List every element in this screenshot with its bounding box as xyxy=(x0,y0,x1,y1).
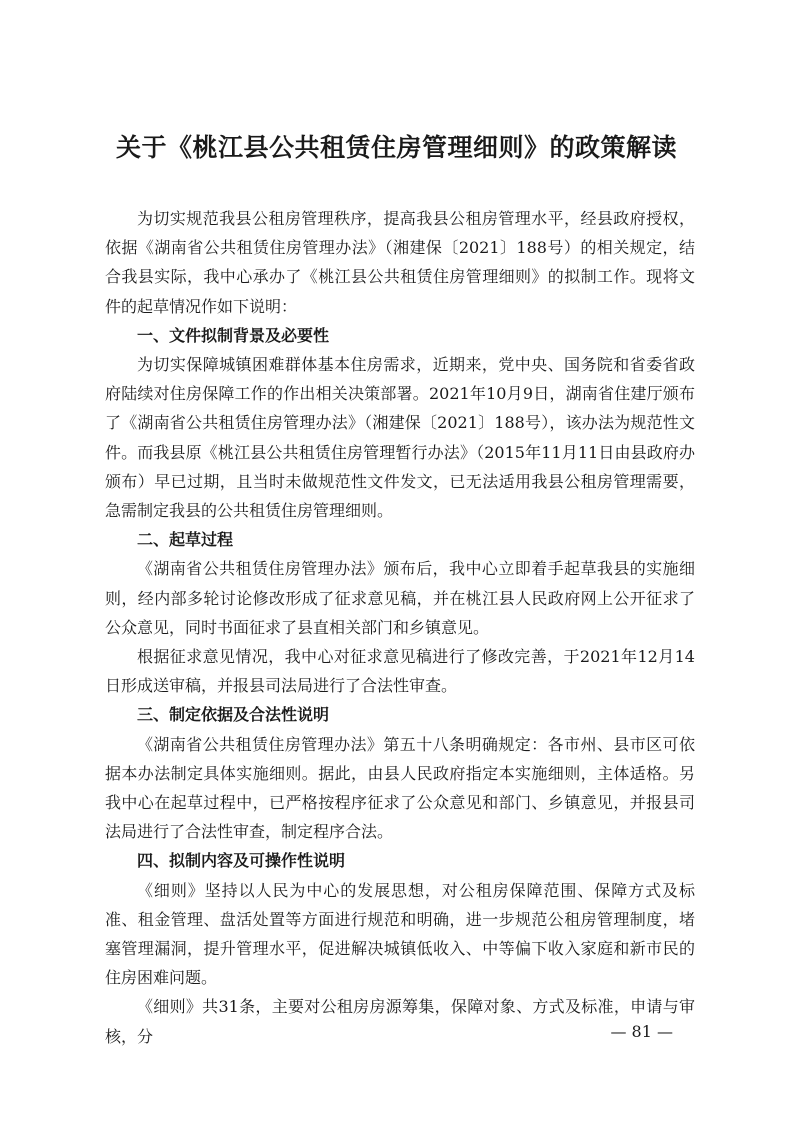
document-body xyxy=(105,204,695,1051)
drafting-paragraph-1: 《湖南省公共租赁住房管理办法》颁布后，我中心立即着手起草我县的实施细则，经内部多轮讨论修改形成了征求意见稿，并在桃江县人民政府网上公开征求了公众意见，同时书面征求了县直相关部门和乡镇意见。 xyxy=(105,559,695,637)
background-paragraph: 为切实保障城镇困难群体基本住房需求，近期来，党中央、国务院和省委省政府陆续对住房保障工作的作出相关决策部署。2021年10月9日，湖南省住建厅颁布了《湖南省公共租赁住房管理办法》（湘建保〔2021〕188号），该办法为规范性文件。而我县原《桃江县公共租赁住房管理暂行办法》（2015年11月11日由县政府办颁布）早已过期，且当时未做规范性文件发文，已无法适用我县公租房管理需要，急需制定我县的公共租赁住房管理细则。 xyxy=(105,355,695,521)
drafting-paragraph-2: 根据征求意见情况，我中心对征求意见稿进行了修改完善，于2021年12月14日形成送审稿，并报县司法局进行了合法性审查。 xyxy=(105,647,695,696)
content-paragraph-1: 《细则》坚持以人民为中心的发展思想，对公租房保障范围、保障方式及标准、租金管理、盘活处置等方面进行规范和明确，进一步规范公租房管理制度，堵塞管理漏洞，提升管理水平，促进解决城镇低收入、中等偏下收入家庭和新市民的住房困难问题。 xyxy=(105,880,695,988)
content-paragraph-2: 《细则》共31条，主要对公租房房源筹集，保障对象、方式及标准，申请与审核，分 xyxy=(105,997,695,1046)
legality-paragraph: 《湖南省公共租赁住房管理办法》第五十八条明确规定：各市州、县市区可依据本办法制定具体实施细则。据此，由县人民政府指定本实施细则，主体适格。另我中心在起草过程中，已严格按程序征求了公众意见和部门、乡镇意见，并报县司法局进行了合法性审查，制定程序合法。 xyxy=(105,734,695,842)
section-heading-3: 三、制定依据及合法性说明 xyxy=(137,705,330,725)
page-number: — 81 — xyxy=(610,1022,673,1041)
intro-paragraph: 为切实规范我县公租房管理秩序，提高我县公租房管理水平，经县政府授权，依据《湖南省公共租赁住房管理办法》（湘建保〔2021〕188号）的相关规定，结合我县实际，我中心承办了《桃江县公共租赁住房管理细则》的拟制工作。现将文件的起草情况作如下说明： xyxy=(105,209,695,316)
document-title: 关于《桃江县公共租赁住房管理细则》的政策解读 xyxy=(115,133,677,162)
section-heading-2: 二、起草过程 xyxy=(137,530,234,550)
section-heading-4: 四、拟制内容及可操作性说明 xyxy=(137,851,346,871)
section-heading-1: 一、文件拟制背景及必要性 xyxy=(137,325,330,345)
